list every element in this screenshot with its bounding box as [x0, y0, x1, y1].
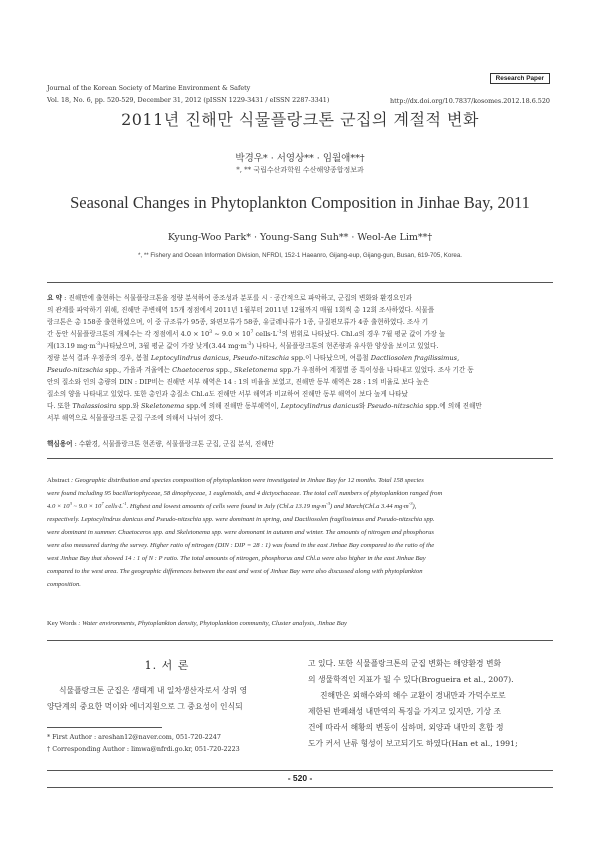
volume-info: Vol. 18, No. 6, pp. 520-529, December 31, 2012 (pISSN 1229-3431 / eISSN 2287-3341) — [47, 96, 330, 104]
divider — [47, 640, 553, 641]
page-number: - 520 - — [287, 773, 313, 783]
intro-right-column: 고 있다. 또한 식물플랑크톤의 군집 변화는 해양환경 변화 의 생물학적인 지표가 될 수 있다(Brogueira et al., 2007). 진해만은 외해수와의 해수 교환이 경내만과 가덕수로로 제한된 반폐쇄성 내만역의 특징을 가지고 있지만, 기상 조 건에 따라서 해황의 변동이 심하며, 외양과 내만의 혼합 정 도가 커서 난류 형성이 보고되기도 하였다(Han et al., 1991; — [308, 659, 518, 748]
divider — [47, 282, 553, 283]
intro-left-column: 식물플랑크톤 군집은 생태계 내 일차생산자로서 상위 영 양단계의 중요한 먹이와 에너지원으로 그 중요성이 인식되 — [47, 686, 248, 711]
korean-title: 2011년 진해만 식물플랑크톤 군집의 계절적 변화 — [121, 110, 479, 129]
korean-abstract: 요 약 : 진해만에 출현하는 식물플랑크톤을 정량 분석하여 종조성과 분포를 시 · 공간적으로 파악하고, 군집의 변화와 환경요인과 의 관계를 파악하기 위해, 진해만 주변해역 15개 정점에서 2011년 1월부터 2011년 12월까지 매월 1회씩 총 12회 조사하였다. 식물플 랑크톤은 총 158종 출현하였으며, 이 중 규조류가 95종, 와편모류가 58종, 유글레나류가 1종, 규질편모류가 4종 출현하였다. 조사 기 간 동안 식물플랑크톤의 개체수는 각 정점에서 $4.0 \times 10^3$ ~ $9.0 \times 10^7$ $cells\cdot L^{-1}$의 범위로 나타났다. Chl.a의 경우 7월 평균 값이 가장 높 게(13.19 $mg\cdot m^{-3}$)나타났으며, 3월 평균 값이 가장 낮게(3.44 $mg\cdot m^{-3}$) 나타나, 식물플랑크톤의 현존량과 유사한 양상을 보이고 있었다. 정량 분석 결과 우점종의 경우, 봄철 Leptocylindrus danicus, Pseudo-nitzschia spp.이 나타났으며, 여름철 Dactliosolen fragilissimus, Pseudo-nitzschia spp., 가을과 겨울에는 Chaetoceros spp., Skeletonema spp.가 우점하여 계절별 종 특이성을 나타내고 있었다. 조사 기간 동 안의 질소와 인의 총량의 DIN : DIP비는 진해만 서부 해역은 14 : 1의 비율을 보였고, 진해만 동부 해역은 28 : 1의 비율로 보다 높은 질소의 양을 나타내고 있었다. 또한 총인과 총질소 Chl.a도 진해만 서부 해역과 비교하여 진해만 동부 해역이 보다 높게 나타났 다. 또한 Thalassiosira spp.와 Skeletonema spp.에 의해 진해만 동부해역이, Leptocylindrus danicus와 Pseudo-nitzschia spp.에 의해 진해만 서부 해역으로 식물플랑크톤 군집 구조에 의해서 나뉘어 졌다. — [47, 294, 482, 422]
corresponding-author-footnote: † Corresponding Author : limwa@nfrdi.go.kr, 051-720-2223 — [47, 745, 240, 753]
research-paper-badge: Research Paper — [490, 73, 550, 84]
divider — [47, 458, 553, 459]
journal-name: Journal of the Korean Society of Marine Environment & Safety — [47, 84, 251, 92]
english-keywords: Key Words : Water environments, Phytoplankton density, Phytoplankton community, Cluster analysis, Jinhae Bay — [47, 620, 347, 627]
korean-affiliation: *, ** 국립수산과학원 수산해양종합정보과 — [236, 166, 364, 174]
abstract-en-label: Abstract — [47, 477, 70, 484]
english-affiliation: *, ** Fishery and Ocean Information Division, NFRDI, 152-1 Haeanro, Gijang-eup, Gijang-gun, Busan, 619-705, Korea. — [138, 252, 462, 259]
english-abstract: Abstract : Geographic distribution and species composition of phytoplankton were investigated in Jinhae Bay for 12 months. Total 158 species were found including 95 bacillariophyceae, 58 dinophyceae, 1 euglenoids, and 4 dictyochaceae. The total cell numbers of phytoplankton ranged from $4.0 \times 10^3$ ~ $9.0 \times 10^7$ $cells\cdot L^{-1}$. Highest and lowest amounts of cells were found in July (Chl.a 13.19 $mg\cdot m^{-3}$) and March(Chl.a 3.44 $mg\cdot m^{-3}$), respectively. Leptocylindrus danicus and Pseudo-nitzschia spp. were dominant in spring, and Dactliosolen fragilissimus and Pseudo-nitzschia spp. were dominant in summer. Chaetoceros spp. and Skeletonema spp. were domonant in autumn and winter. The amounts of nitrogen and phosphorus were also measured during the survey. Higher ratio of nitrogen (DIN : DIP = 28 : 1) was found in the east Jinhae Bay compared to the ratio of the west Jinhae Bay that showed 14 : 1 of N : P ratio. The total amounts of nitrogen, phosphorus and Chl.a were also higher in the east Jinhae Bay compared to the west area. The geographic differences between the east and west of Jinhae Bay were also discussed along with phytoplankton composition. — [47, 477, 443, 588]
korean-authors: 박경우* · 서영상** · 임월애**† — [235, 153, 365, 164]
abstract-ko-label: 요 약 — [47, 294, 63, 302]
first-author-footnote: * First Author : areshan12@naver.com, 051-720-2247 — [47, 733, 221, 741]
section-heading: 1. 서 론 — [144, 659, 190, 672]
page-rule-bottom — [47, 787, 553, 788]
korean-keywords: 핵심용어 : 수환경, 식물플랑크톤 현존량, 식물플랑크톤 군집, 군집 분석, 진해만 — [47, 440, 274, 448]
doi-link[interactable]: http://dx.doi.org/10.7837/kosomes.2012.18.6.520 — [389, 97, 550, 105]
page-rule-top — [47, 770, 553, 771]
footnote-divider — [47, 727, 162, 728]
english-authors: Kyung-Woo Park* · Young-Sang Suh** · Weol-Ae Lim**† — [167, 232, 433, 243]
english-title: Seasonal Changes in Phytoplankton Composition in Jinhae Bay, 2011 — [70, 193, 530, 212]
